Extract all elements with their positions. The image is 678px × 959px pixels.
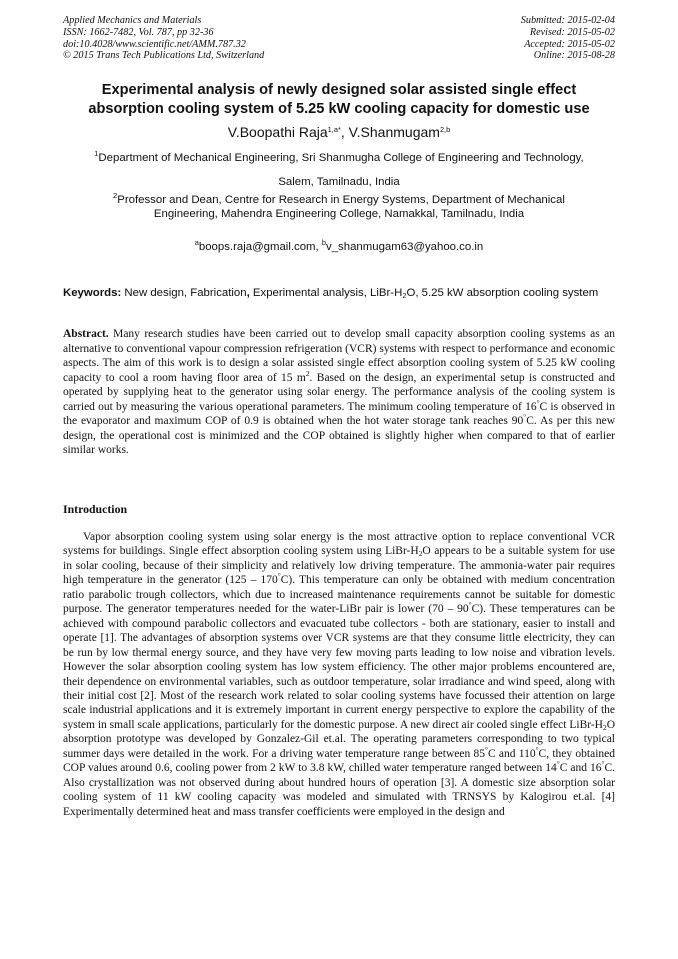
email-b-superscript: b [321,238,327,247]
intro-subscript-2: 2 [602,722,607,732]
abstract-text-1: Many research studies have been carried out to develop small capacity absorption cooling systems as an alternative to conventional vapour compression refrigeration (VCR) systems with respect to performance and economic aspects. The aim of this work is to design a solar assisted single effect absorption cooling system of 5.25 kW cooling capacity to cool a room having floor area of 15 m [63,328,615,384]
author-emails [50,240,628,254]
abstract-superscript-3: ° [523,412,527,421]
intro-degree-6: ° [601,759,605,769]
affiliation-1-text: Department of Mechanical Engineering, Sri Shanmugha College of Engineering and Technology, [98,152,584,164]
submission-dates [521,15,615,62]
author-2-superscript: 2,b [439,125,451,134]
abstract-label: Abstract. [63,328,109,340]
intro-text-2: O appears to be a suitable system for use in solar cooling, because of their simplicity and relatively low driving temperature. The ammonia-water pair requires high temperature in the generator (125 – 170 [63,545,616,587]
keywords-text-3: O, 5.25 kW absorption cooling system [406,287,599,299]
intro-text-6: C and 110 [487,747,536,760]
author-1-superscript: 1,a* [327,125,341,134]
affiliation-1 [50,151,628,189]
abstract-text-4: C. As per this new design, the operational cost is minimized and the COP obtained is slightly higher when compared to that of earlier similar works. [63,415,615,456]
journal-name: Applied Mechanics and Materials [63,15,202,26]
affiliation-1-superscript: 1 [94,149,99,158]
intro-text-9: C. Also crystallization was not observed during about hundred hours of operation [3]. A domestic size absorption solar cooling system of 11 kW cooling capacity was modeled and simulated with TRNSYS by Kalogirou et.al. [4] Experimentally determined heat and mass transfer coefficients were employed in the design and [63,762,615,818]
paper-title [40,81,638,119]
email-b: v_shanmugam63@yahoo.co.in [326,241,484,253]
intro-text-3: C). This temperature can only be obtained with medium concentration ratio parabolic trough collectors, which due to increased maintenance requirements cannot be suitable for domestic purpose. The generator temperatures needed for the water-LiBr pair is lower (70 – 90 [63,574,615,616]
abstract-superscript-1: 2 [305,368,310,378]
introduction-heading: Introduction [63,502,128,516]
email-a-superscript: a [194,238,199,247]
date-submitted: Submitted: 2015-02-04 [520,15,615,26]
date-online: Online: 2015-08-28 [533,50,615,62]
intro-degree-1: ° [277,571,281,581]
affiliation-2-superscript: 2 [113,191,118,200]
title-line-1: Experimental analysis of newly designed solar assisted single effect [101,82,577,98]
affiliation-2 [50,193,628,221]
abstract-text-3: C is observed in the evaporator and maximum COP of 0.9 is obtained when the hot water storage tank reaches 90 [63,400,615,427]
intro-text-1: Vapor absorption cooling system using solar energy is the most attractive option to replace conventional VCR systems for buildings. Single effect absorption cooling system using LiBr-H [63,531,615,558]
intro-degree-5: ° [556,759,560,769]
intro-degree-4: ° [535,744,539,754]
introduction-body [63,530,615,819]
affiliation-1-line-2: Salem, Tamilnadu, India [278,176,400,188]
author-2: V.Shanmugam [348,124,440,140]
intro-degree-3: ° [485,744,488,754]
intro-degree-2: ° [468,600,472,610]
keywords-label: Keywords: [63,287,122,299]
date-revised: Revised: 2015-05-02 [529,26,615,38]
affiliation-1-line-1 [50,151,628,165]
intro-subscript-1: 2 [418,549,423,559]
date-accepted: Accepted: 2015-05-02 [524,38,615,50]
abstract [63,327,615,458]
journal-doi: doi:10.4028/www.scientific.net/AMM.787.32 [63,38,246,50]
author-separator: , [340,124,349,140]
intro-text-5: O absorption prototype was developed by Gonzalez-Gil et.al. The operating parameters corresponding to two typical summer days were detailed in the work. For a driving water temperature range between 85 [63,718,615,760]
affiliation-2-text: Professor and Dean, Centre for Research in Energy Systems, Department of Mechanical [117,194,565,206]
abstract-text-2: . Based on the design, an experimental setup is constructed and operated by supplying heat to the generator using solar energy. The performance analysis of the cooling system is carried out by measuring the various operational parameters. The minimum cooling temperature of 16 [63,371,615,413]
author-list [40,123,638,141]
journal-copyright: © 2015 Trans Tech Publications Ltd, Switzerland [63,50,265,62]
intro-text-4: C). These temperatures can be achieved with compound parabolic collectors and evacuated tube collectors - both are stationary, easier to install and operate [1]. The advantages of absorption systems over VCR systems are that they consume little electricity, they can be run by low thermal energy source, and they have very few moving parts leading to low noise and vibration levels. However the solar absorption cooling system has low system efficiency. The other major problems encountered are, their dependence on environmental variables, such as outdoor temperature, solar irradiance and wind speed, along with their initial cost [2]. Most of the research work related to solar cooling systems have focussed their attention on large scale industrial applications and it is extremely important in current energy perspective to explore the capability of the system in small scale applications, particularly for the domestic purpose. A new direct air cooled single effect LiBr-H [63,603,616,731]
affiliation-2-line-1 [50,193,628,207]
intro-text-7: C, they obtained COP values around 0.6, cooling power from 2 kW to 3.8 kW, chilled water temperature ranged between 14 [63,747,615,775]
abstract-superscript-2: ° [536,397,540,407]
journal-info [63,15,264,62]
keywords-bold-comma: , [246,287,250,299]
keywords-text-2: Experimental analysis, LiBr-H [249,287,403,299]
keywords [63,286,615,300]
keywords-subscript: 2 [402,291,407,300]
affiliation-2-line-2: Engineering, Mahendra Engineering College, Namakkal, Tamilnadu, India [153,208,525,220]
journal-issn: ISSN: 1662-7482, Vol. 787, pp 32-36 [63,26,214,38]
intro-text-8: C and 16 [559,762,602,775]
title-line-2: absorption cooling system of 5.25 kW cooling capacity for domestic use [88,101,590,117]
author-1: V.Boopathi Raja [227,124,328,140]
email-a: boops.raja@gmail.com, [198,241,322,253]
keywords-text-1: New design, Fabrication [121,287,247,299]
